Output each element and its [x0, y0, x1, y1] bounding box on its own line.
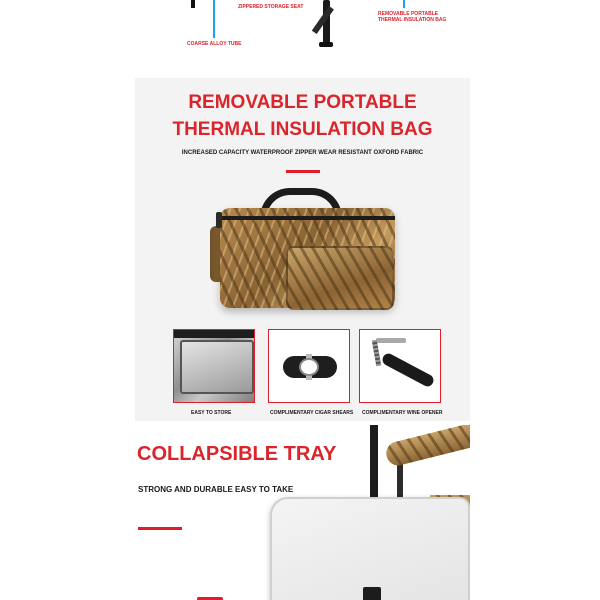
- tray-accent-divider: [138, 527, 182, 530]
- chair-leg-image: [191, 0, 195, 8]
- bag-title-line1: REMOVABLE PORTABLE: [188, 92, 417, 113]
- bag-interior-image: [174, 330, 255, 403]
- tray-image: [270, 497, 470, 600]
- callout-line: [213, 0, 215, 38]
- wine-opener-icon: [380, 352, 435, 389]
- bag-section-title: [135, 89, 470, 143]
- label-thermal-bag-line1: REMOVABLE PORTABLE: [378, 11, 439, 17]
- thumbnail-bag-interior: [173, 329, 255, 403]
- callout-line-right: [403, 0, 405, 8]
- bag-section-subtitle: INCREASED CAPACITY WATERPROOF ZIPPER WEAR RESISTANT OXFORD FABRIC: [181, 150, 424, 156]
- caption-cigar-shears: COMPLIMENTARY CIGAR SHEARS: [270, 410, 354, 416]
- chair-frame-image: [315, 0, 361, 48]
- label-thermal-bag-line2: THERMAL INSULATION BAG: [378, 17, 447, 23]
- camo-cooler-bag-image: [210, 186, 402, 316]
- top-feature-strip: [135, 0, 470, 70]
- bag-title-line2: THERMAL INSULATION BAG: [172, 119, 433, 140]
- caption-easy-to-store: EASY TO STORE: [191, 410, 232, 416]
- accent-divider: [286, 170, 320, 173]
- label-coarse-alloy-tube: COARSE ALLOY TUBE: [187, 41, 242, 47]
- caption-wine-opener: COMPLIMENTARY WINE OPENER: [362, 410, 443, 416]
- thermal-bag-section: [135, 78, 470, 421]
- armrest-image: [384, 425, 470, 468]
- tray-section-title: COLLAPSIBLE TRAY: [137, 443, 337, 465]
- thumbnail-cigar-shears: [268, 329, 350, 403]
- label-thermal-bag: [378, 11, 446, 23]
- collapsible-tray-section: [135, 425, 470, 600]
- label-zippered-storage-seat: ZIPPERED STORAGE SEAT: [238, 4, 304, 10]
- tray-section-subtitle: STRONG AND DURABLE EASY TO TAKE: [138, 485, 294, 494]
- thumbnail-wine-opener: [359, 329, 441, 403]
